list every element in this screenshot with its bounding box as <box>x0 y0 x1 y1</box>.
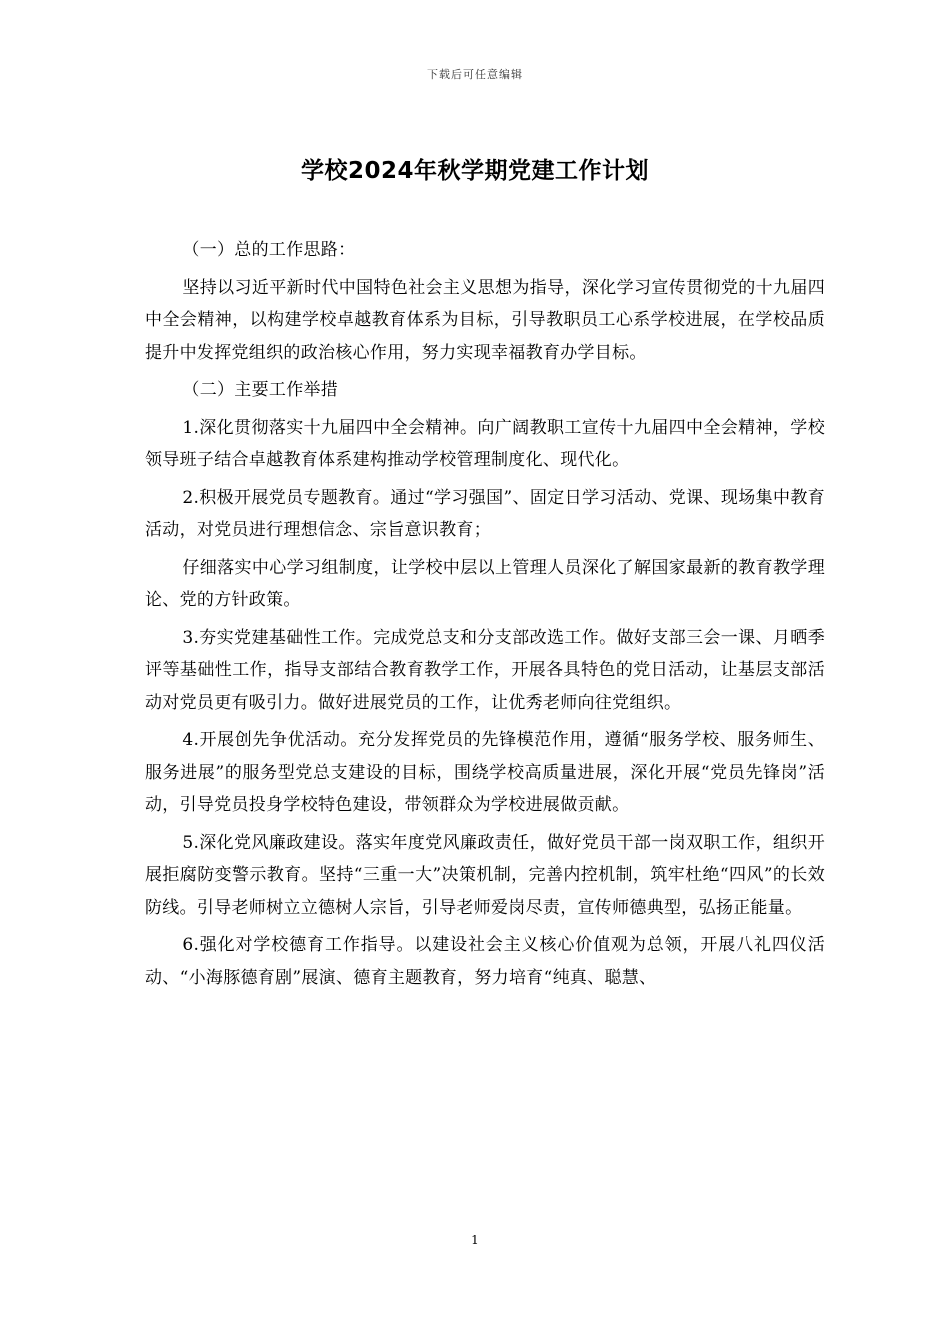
paragraph: 4.开展创先争优活动。充分发挥党员的先锋模范作用，遵循“服务学校、服务师生、服务进展”的服务型党总支建设的目标，围绕学校高质量进展，深化开展“党员先锋岗”活动，引导党员投身学校特色建设，带领群众为学校进展做贡献。 <box>145 730 825 815</box>
paragraph: 1.深化贯彻落实十九届四中全会精神。向广阔教职工宣传十九届四中全会精神，学校领导班子结合卓越教育体系建构推动学校管理制度化、现代化。 <box>145 417 825 470</box>
paragraph: 2.积极开展党员专题教育。通过“学习强国”、固定日学习活动、党课、现场集中教育活动，对党员进行理想信念、宗旨意识教育； <box>145 487 825 540</box>
document-title: 学校2024年秋学期党建工作计划 <box>300 158 649 184</box>
header-note: 下载后可任意编辑 <box>427 68 523 81</box>
page-number: 1 <box>471 1233 479 1247</box>
document-body <box>145 234 825 999</box>
paragraph: 仔细落实中心学习组制度，让学校中层以上管理人员深化了解国家最新的教育教学理论、党的方针政策。 <box>145 557 825 610</box>
paragraph: 6.强化对学校德育工作指导。以建设社会主义核心价值观为总领，开展八礼四仪活动、“小海豚德育剧”展演、德育主题教育，努力培育“纯真、聪慧、 <box>145 935 825 988</box>
section-heading-1: （一）总的工作思路： <box>182 240 356 260</box>
paragraph: 5.深化党风廉政建设。落实年度党风廉政责任，做好党员干部一岗双职工作，组织开展拒腐防变警示教育。坚持“三重一大”决策机制，完善内控机制，筑牢杜绝“四风”的长效防线。引导老师树立立德树人宗旨，引导老师爱岗尽责，宣传师德典型，弘扬正能量。 <box>145 832 825 918</box>
paragraph: 3.夯实党建基础性工作。完成党总支和分支部改选工作。做好支部三会一课、月晒季评等基础性工作，指导支部结合教育教学工作，开展各具特色的党日活动，让基层支部活动对党员更有吸引力。做好进展党员的工作，让优秀老师向往党组织。 <box>145 627 825 713</box>
section-heading-2: （二）主要工作举措 <box>182 380 339 400</box>
paragraph: 坚持以习近平新时代中国特色社会主义思想为指导，深化学习宣传贯彻党的十九届四中全会精神，以构建学校卓越教育体系为目标，引导教职员工心系学校进展，在学校品质提升中发挥党组织的政治核心作用，努力实现幸福教育办学目标。 <box>145 277 825 363</box>
